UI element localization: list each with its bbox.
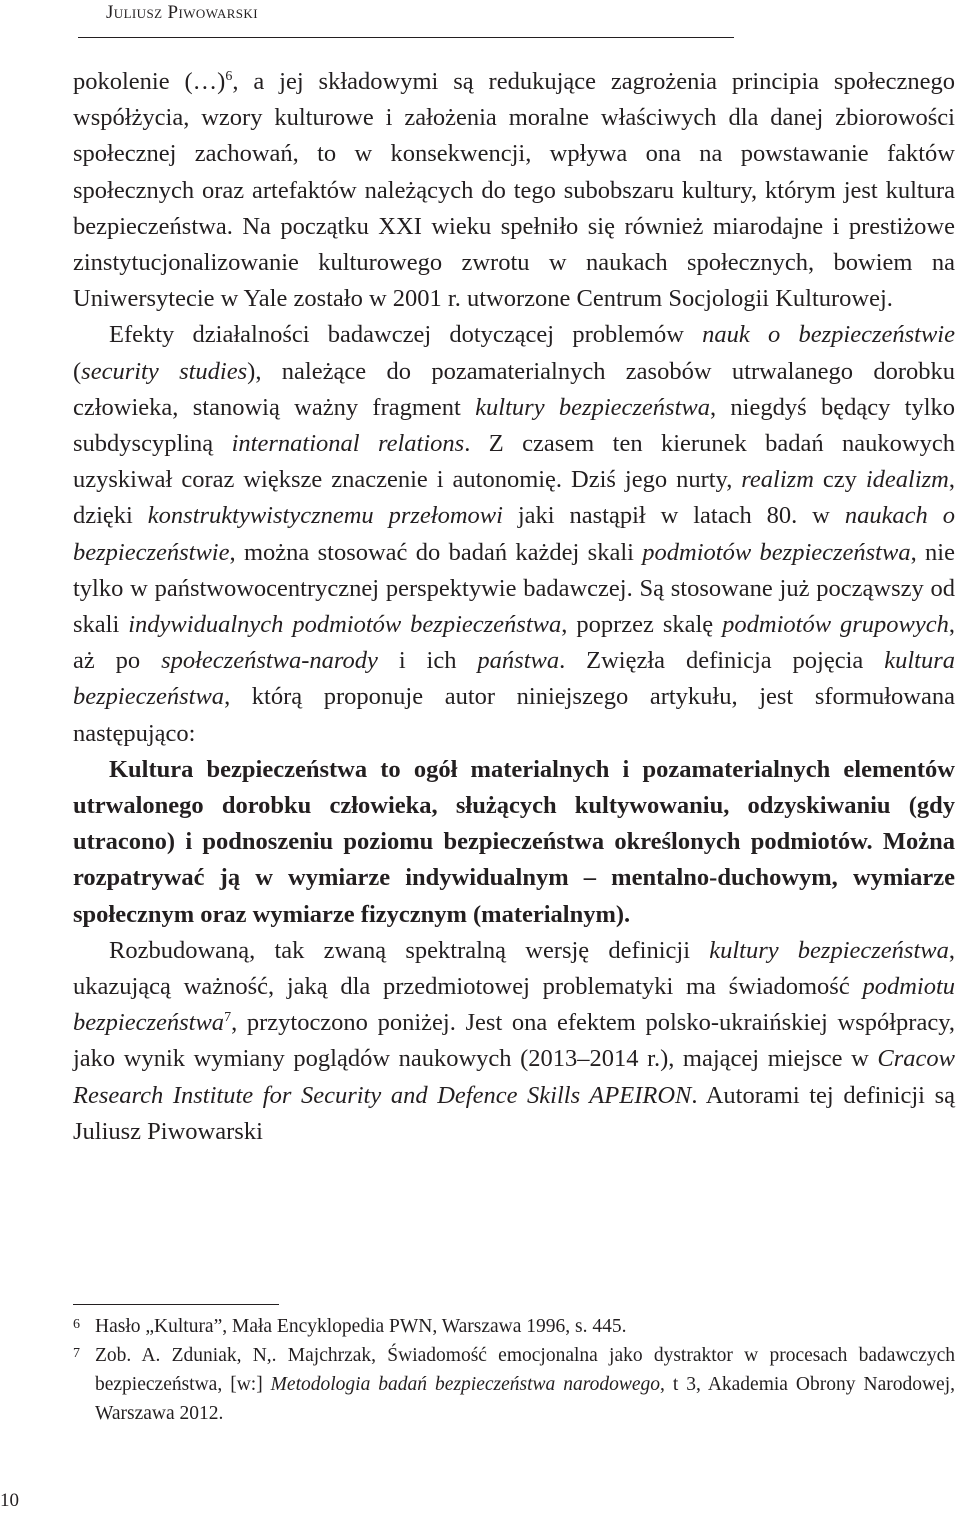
definition-text: Kultura bezpieczeństwa to ogół materialnych i pozamaterialnych elementów utrwalonego dorobku człowieka, służących kultywowaniu, odzyskiwaniu (gdy utracono) i podnoszeniu poziomu bezpieczeństwa określonych podmiotów. Można rozpatrywać ją w wymiarze indywidualnym – mentalno-duchowym, wymiarze społecznym oraz wymiarze fizycznym (materialnym). [73,755,955,928]
page-number: 10 [0,1490,19,1511]
footnote-6 [73,1312,955,1341]
footnote-text: Hasło „Kultura”, Mała Encyklopedia PWN, Warszawa 1996, s. 445. [95,1316,627,1337]
header-rule [78,37,734,38]
footnote-ref-7: 7 [224,1010,232,1026]
paragraph-2: Efekty działalności badawczej dotyczącej problemów nauk o bezpieczeństwie (security studies), należące do pozamaterialnych zasobów utrwalanego dorobku człowieka, stanowią ważny fragment kultury bezpieczeństwa, niegdyś będący tylko subdyscypliną international relations. Z czasem ten kierunek badań naukowych uzyskiwał coraz większe znaczenie i autonomię. Dziś jego nurty, realizm czy idealizm, dzięki konstruktywistycznemu przełomowi jaki nastąpił w latach 80. w naukach o bezpieczeństwie, można stosować do badań każdej skali podmiotów bezpieczeństwa, nie tylko w państwowocentrycznej perspektywie badawczej. Są stosowane już począwszy od skali indywidualnych podmiotów bezpieczeństwa, poprzez skalę podmiotów grupowych, aż po społeczeństwa-narody i ich państwa. Zwięzła definicja pojęcia kultura bezpieczeństwa, którą proponuje autor niniejszego artykułu, jest sformułowana następująco: [73,321,956,747]
footnote-number: 6 [73,1317,80,1332]
footnote-ref-6: 6 [225,69,233,84]
definition-paragraph [73,752,955,933]
footnote-text: Zob. A. Zduniak, N,. Majchrzak, Świadomość emocjonalna jako dystraktor w procesach badawczych bezpieczeństwa, [w:] Metodologia badań bezpieczeństwa narodowego, t 3, Akademia Obrony Narodowej, Warszawa 2012. [95,1345,955,1424]
running-header: Juliusz Piwowarski [106,2,258,23]
footnote-number: 7 [73,1346,80,1361]
footnote-rule [73,1304,279,1305]
paragraph-1: pokolenie (…)$^6$, a jej składowymi są redukujące zagrożenia principia społecznego współżycia, wzory kulturowe i założenia moralne właściwych dla danej zbiorowości społecznej zachowań, to w konsekwencji, wpływa ona na powstawanie faktów społecznych oraz artefaktów należących do tego subobszaru kultury, którym jest kultura bezpieczeństwa. Na początku XXI wieku spełniło się również miarodajne i prestiżowe zinstytucjonalizowanie kulturowego zwrotu w naukach społecznych, bowiem na Uniwersytecie w Yale zostało w 2001 r. utworzone Centrum Socjologii Kulturowej. [73,68,955,313]
footnote-7 [73,1341,955,1428]
footnotes [73,1312,955,1428]
main-text [73,64,955,1150]
paragraph-3: Rozbudowaną, tak zwaną spektralną wersję definicji kultury bezpieczeństwa, ukazującą ważność, jaką dla przedmiotowej problematyki ma świadomość podmiotu bezpieczeństwa$^7$, przytoczono poniżej. Jest ona efektem polsko-ukraińskiej współpracy, jako wynik wymiany poglądów naukowych (2013–2014 r.), mającej miejsce w Cracow Research Institute for Security and Defence Skills APEIRON. Autorami tej definicji są Juliusz Piwowarski [73,936,955,1145]
